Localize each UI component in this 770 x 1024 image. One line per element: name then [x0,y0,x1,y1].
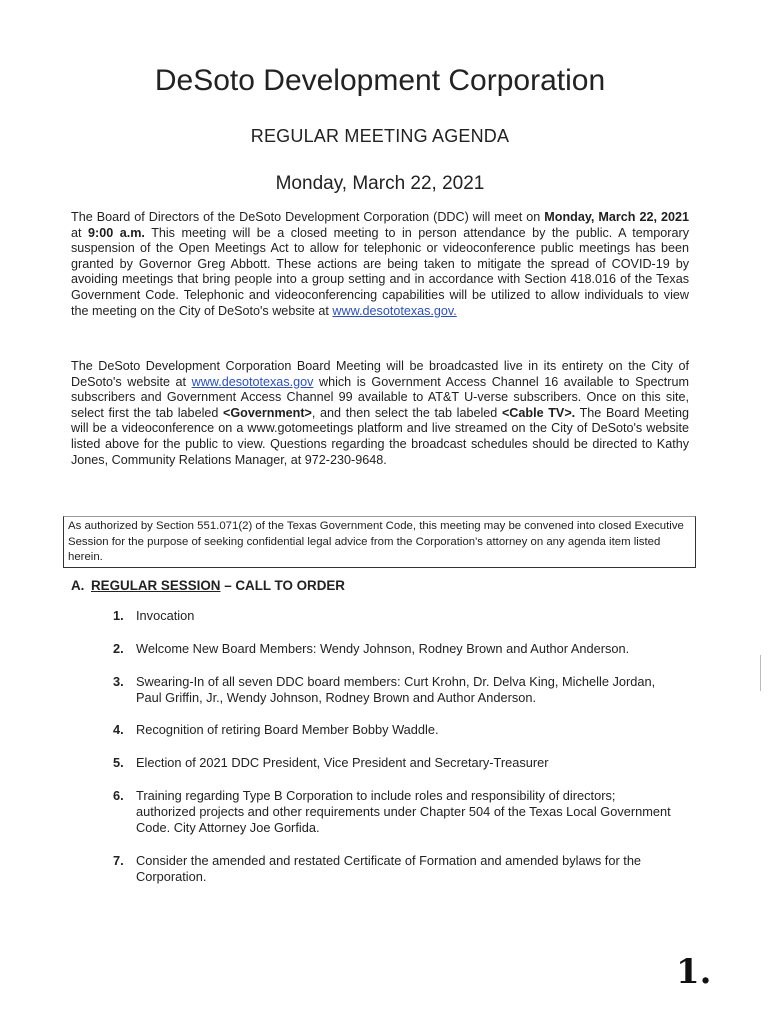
agenda-item: 1. Invocation [113,608,195,623]
executive-session-notice-box: As authorized by Section 551.071(2) of the Texas Government Code, this meeting may be convened into closed Executive Session for the purpose of seeking confidential legal advice from the Corporation's attorney on any agenda item listed herein. [63,516,696,568]
meeting-notice-paragraph: The Board of Directors of the DeSoto Development Corporation (DDC) will meet on Monday, March 22, 2021 at 9:00 a.m. This meeting will be a closed meeting to in person attendance by the public. A temporary suspension of the Open Meetings Act to allow for telephonic or videoconference public meetings has been granted by Governor Greg Abbott. These actions are being taken to mitigate the spread of COVID-19 by avoiding meetings that bring people into a group setting and in accordance with Section 418.016 of the Texas Government Code. Telephonic and videoconferencing capabilities will be utilized to allow individuals to view the meeting on the City of DeSoto's website at www.desototexas.gov. [71,210,689,318]
meeting-date: Monday, March 22, 2021 [275,173,485,194]
agenda-item: 4. Recognition of retiring Board Member Bobby Waddle. [113,722,439,737]
agenda-item: 3. Swearing-In of all seven DDC board members: Curt Krohn, Dr. Delva King, Michelle Jordan, Paul Griffin, Jr., Wendy Johnson, Rodney Brown and Author Anderson. [113,674,656,705]
handwritten-page-number: 1. [676,952,712,992]
website-link-2[interactable]: www.desototexas.gov [191,374,314,389]
agenda-item: 6. Training regarding Type B Corporation to include roles and responsibility of directors; authorized projects and other requirements under Chapter 504 of the Texas Local Government Code. City Attorney Joe Gorfida. [113,788,671,835]
website-link[interactable]: www.desototexas.gov. [332,303,457,318]
agenda-item: 7. Consider the amended and restated Certificate of Formation and amended bylaws for the Corporation. [113,853,642,884]
section-heading: A. REGULAR SESSION – CALL TO ORDER [71,578,345,593]
agenda-item: 2. Welcome New Board Members: Wendy Johnson, Rodney Brown and Author Anderson. [113,641,630,656]
scan-edge-mark [760,655,761,691]
agenda-subtitle: REGULAR MEETING AGENDA [250,126,510,146]
agenda-item: 5. Election of 2021 DDC President, Vice President and Secretary-Treasurer [113,755,549,770]
broadcast-paragraph: The DeSoto Development Corporation Board Meeting will be broadcasted live in its entirety on the City of DeSoto's website at www.desototexas.gov which is Government Access Channel 16 available to Spectrum subscribers and Government Access Channel 99 available to AT&T U-verse subscribers. Once on this site, select first the tab labeled <Government>, and then select the tab labeled <Cable TV>. The Board Meeting will be a videoconference on a www.gotomeetings platform and live streamed on the City of DeSoto's website listed above for the public to view. Questions regarding the broadcast schedules should be directed to Kathy Jones, Community Relations Manager, at 972-230-9648. [71,359,689,467]
organization-title: DeSoto Development Corporation [154,64,606,97]
